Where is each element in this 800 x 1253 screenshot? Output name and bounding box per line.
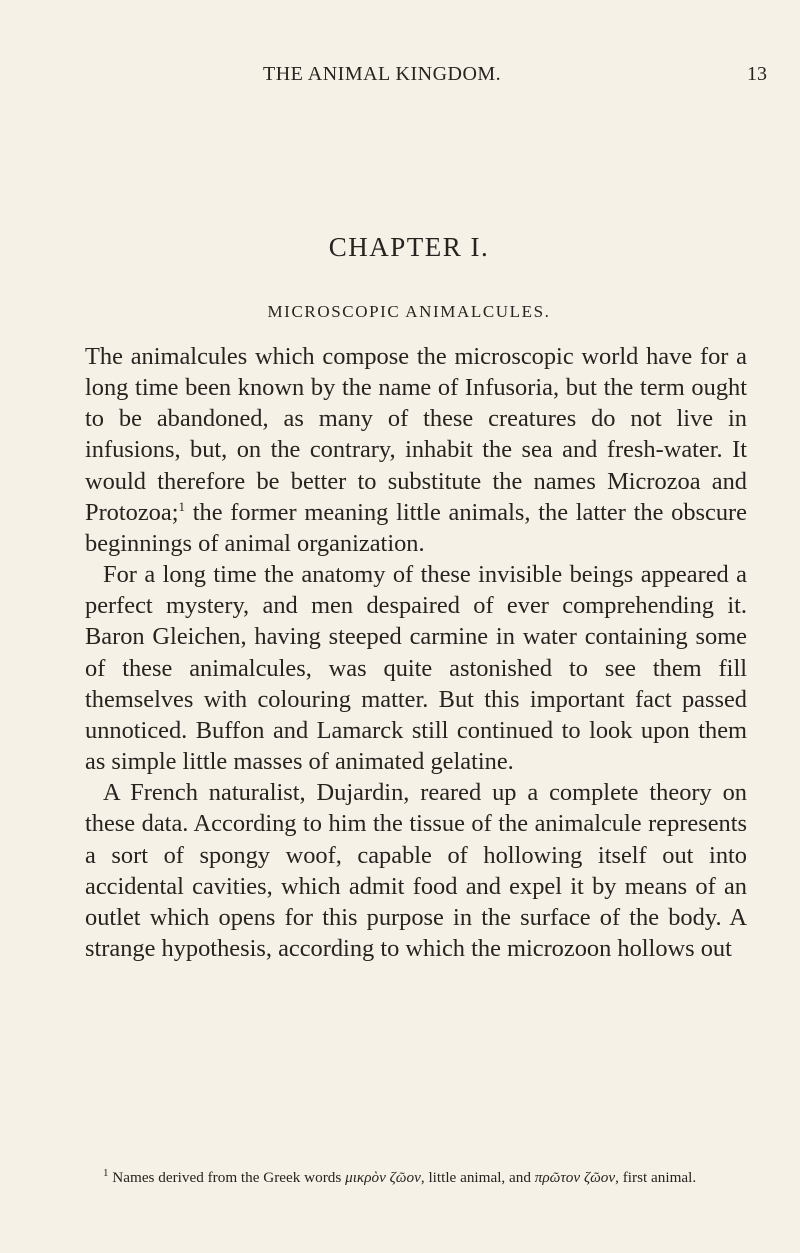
footnote-text-2: , little animal, and xyxy=(420,1169,535,1186)
footnote-text-3: , first animal. xyxy=(615,1169,697,1186)
paragraph-3: A French naturalist, Dujardin, reared up a complete theory on these data. According to him the tissue of the animalcule represents a sort of spongy woof, capable of hollowing itself out into accidental cavities, which admit food and expel it by means of an outlet which opens for this purpose in the surface of the body. A strange hypothesis, according to which the microzoon hollows out xyxy=(85,779,747,962)
body-text xyxy=(85,341,747,964)
footnote-reference: 1 xyxy=(178,498,185,514)
paragraph-1 xyxy=(85,341,747,559)
footnote-marker: 1 xyxy=(103,1167,109,1179)
paragraph-1-continuation: the former meaning little animals, the latter the obscure beginnings of animal organization. xyxy=(85,498,747,557)
running-head xyxy=(0,63,800,87)
chapter-subtitle: MICROSCOPIC ANIMALCULES. xyxy=(267,302,551,321)
footnote xyxy=(85,1167,747,1188)
footnote-text-1: Names derived from the Greek words xyxy=(108,1169,346,1186)
paragraph-1-text: The animalcules which compose the microscopic world have for a long time been known by the name of Infusoria, but the term ought to be abandoned, as many of these creatures do not live in infusions, but, on the contrary, inhabit the sea and fresh-water. It would therefore be better to substitute the names Microzoa and Protozoa; xyxy=(85,343,747,526)
footnote-greek-2: πρῶτον ζῶον xyxy=(534,1169,616,1186)
page-number: 13 xyxy=(747,63,767,85)
paragraph-2: For a long time the anatomy of these invisible beings appeared a perfect mystery, and men despaired of ever comprehending it. Baron Gleichen, having steeped carmine in water containing some of these animalcules, was quite astonished to see them fill themselves with colouring matter. But this important fact passed unnoticed. Buffon and Lamarck still continued to look upon them as simple little masses of animated gelatine. xyxy=(85,561,747,776)
running-title: THE ANIMAL KINGDOM. xyxy=(263,63,502,85)
chapter-heading: CHAPTER I. xyxy=(328,232,490,262)
footnote-greek-1: μικρὸν ζῶον xyxy=(345,1169,421,1186)
